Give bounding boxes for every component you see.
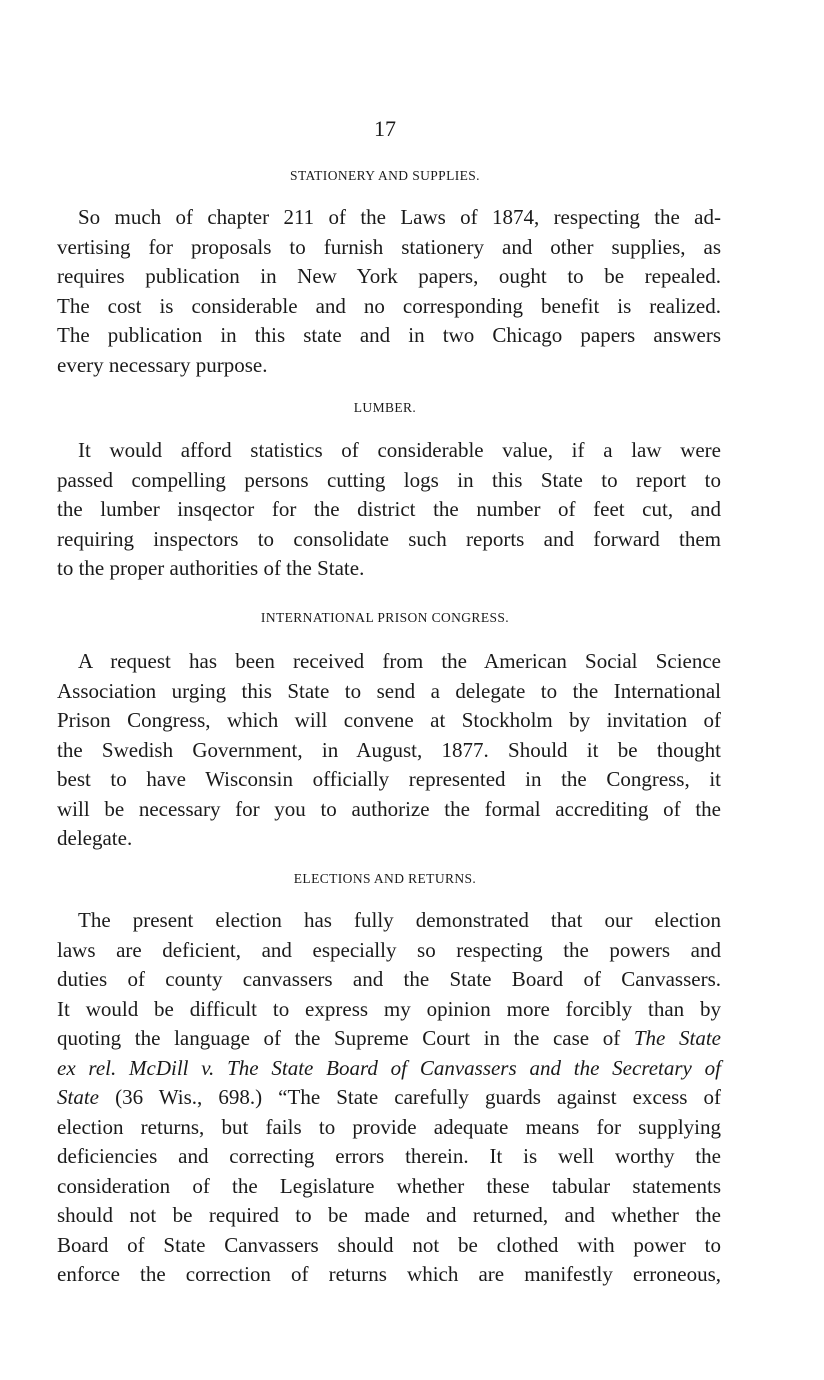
text-line-with-case-name: [57, 1083, 721, 1113]
text-line: Association urging this State to send a delegate to the International: [57, 678, 721, 703]
text-line: the Swedish Government, in August, 1877. Should it be thought: [57, 737, 721, 762]
text-line: vertising for proposals to furnish stationery and other supplies, as: [57, 234, 721, 259]
text-line: election returns, but fails to provide adequate means for supplying: [57, 1114, 721, 1139]
section-heading-prison-congress: INTERNATIONAL PRISON CONGRESS.: [260, 610, 510, 625]
section-heading-elections: ELECTIONS AND RETURNS.: [293, 871, 477, 886]
text-line: requires publication in New York papers, ought to be repealed.: [57, 264, 721, 288]
case-name-italic: State: [57, 1085, 99, 1109]
page-number: 17: [374, 116, 396, 141]
case-name-italic: The State: [633, 1026, 722, 1050]
text-line: deficiencies and correcting errors therein. It is well worthy the: [57, 1144, 721, 1168]
section-heading-stationery: STATIONERY AND SUPPLIES.: [290, 168, 480, 183]
text-line: delegate.: [57, 826, 133, 850]
text-line: every necessary purpose.: [57, 352, 268, 377]
text-line: The cost is considerable and no corresponding benefit is realized.: [57, 293, 721, 318]
text-line: laws are deficient, and especially so respecting the powers and: [57, 937, 721, 962]
text-line: Board of State Canvassers should not be clothed with power to: [57, 1232, 721, 1257]
text-line: to the proper authorities of the State.: [57, 556, 365, 580]
paragraph-prison-congress: [57, 647, 721, 854]
text-line: duties of county canvassers and the State Board of Canvassers.: [57, 967, 721, 991]
text-line: A request has been received from the American Social Science: [78, 649, 721, 673]
text-line-italic: [57, 1054, 721, 1084]
text-line: will be necessary for you to authorize the formal accrediting of the: [57, 796, 721, 821]
text-line: So much of chapter 211 of the Laws of 1874, respecting the ad-: [78, 205, 721, 229]
paragraph-stationery: [57, 203, 721, 380]
text-line: The present election has fully demonstrated that our election: [78, 908, 721, 932]
case-name-italic: ex rel. McDill v. The State Board of Canvassers and the Secretary of: [57, 1055, 721, 1080]
text-line: should not be required to be made and returned, and whether the: [57, 1203, 721, 1227]
paragraph-elections: [57, 906, 721, 1290]
paragraph-lumber: [57, 436, 721, 584]
text-line: Prison Congress, which will convene at Stockholm by invitation of: [57, 708, 721, 732]
text-line: consideration of the Legislature whether these tabular statements: [57, 1173, 721, 1198]
text-segment: (36 Wis., 698.) “The State carefully guards against excess of: [115, 1085, 722, 1109]
text-line-with-case-name: [57, 1024, 721, 1054]
text-line: passed compelling persons cutting logs in this State to report to: [57, 467, 721, 492]
text-line: best to have Wisconsin officially represented in the Congress, it: [57, 767, 721, 791]
text-line: It would afford statistics of considerable value, if a law were: [78, 438, 721, 462]
text-line: The publication in this state and in two Chicago papers answers: [57, 323, 721, 347]
text-segment: quoting the language of the Supreme Court in the case of: [57, 1026, 621, 1050]
text-line: the lumber insqector for the district the number of feet cut, and: [57, 497, 721, 521]
text-line: enforce the correction of returns which are manifestly erroneous,: [57, 1262, 721, 1286]
text-line: requiring inspectors to consolidate such reports and forward them: [57, 526, 721, 551]
text-line: It would be difficult to express my opinion more forcibly than by: [57, 996, 721, 1021]
section-heading-lumber: LUMBER.: [353, 400, 417, 415]
